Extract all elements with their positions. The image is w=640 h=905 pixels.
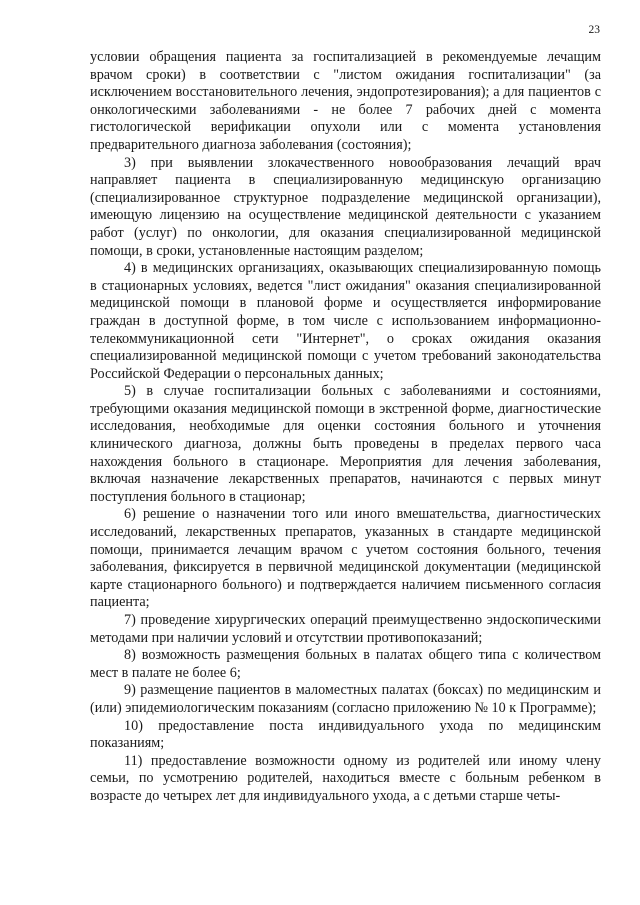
paragraph-item-5: 5) в случае госпитализации больных с заболеваниями и состояниями, требующими оказания медицинской помощи в экстренной форме, диагностические исследования, необходимые для оценки состояния больного и уточнения клинического диагноза, должны быть проведены в пределах первого часа нахождения больного в стационаре. Мероприятия для лечения заболевания, включая назначение лекарственных препаратов, начинаются с первых минут поступления больного в стационар; bbox=[90, 383, 601, 505]
paragraph-item-8: 8) возможность размещения больных в палатах общего типа с количеством мест в палате не более 6; bbox=[90, 647, 601, 681]
paragraph-item-10: 10) предоставление поста индивидуального ухода по медицинским показаниям; bbox=[90, 717, 601, 752]
paragraph-item-7: 7) проведение хирургических операций преимущественно эндоскопическими методами при наличии условий и отсутствии противопоказаний; bbox=[90, 612, 601, 646]
paragraph-item-11: 11) предоставление возможности одному из родителей или иному члену семьи, по усмотрению родителей, находиться вместе с больным ребенком в возрасте до четырех лет для индивидуального ухода, а с детьми старше четы- bbox=[90, 752, 601, 804]
paragraph-continuation: условии обращения пациента за госпитализацией в рекомендуемые лечащим врачом сроки) в соответствии с "листом ожидания госпитализации" (за исключением восстановительного лечения, эндопротезирования); а для пациентов с онкологическими заболеваниями - не более 7 рабочих дней с момента гистологической верификации опухоли или с момента установления предварительного диагноза заболевания (состояния); bbox=[90, 49, 601, 153]
page-number: 23 bbox=[588, 24, 600, 36]
paragraph-item-3: 3) при выявлении злокачественного новообразования лечащий врач направляет пациента в специализированную медицинскую организацию (специализированное структурное подразделение медицинской организации), имеющую лицензию на осуществление медицинской деятельности с указанием работ (услуг) по онкологии, для оказания специализированной медицинской помощи, в сроки, установленные настоящим разделом; bbox=[90, 154, 601, 259]
document-body bbox=[90, 49, 601, 806]
paragraph-item-9: 9) размещение пациентов в маломестных палатах (боксах) по медицинским и (или) эпидемиологическим показаниям (согласно приложению № 10 к Программе); bbox=[90, 682, 601, 716]
paragraph-item-6: 6) решение о назначении того или иного вмешательства, диагностических исследований, лекарственных препаратов, указанных в стандарте медицинской помощи, принимается лечащим врачом с учетом состояния больного, течения заболевания, фиксируется в первичной медицинской документации (медицинской карте стационарного больного) и подтверждается наличием письменного согласия пациента; bbox=[90, 506, 601, 611]
paragraph-item-4: 4) в медицинских организациях, оказывающих специализированную помощь в стационарных условиях, ведется "лист ожидания" оказания специализированной медицинской помощи в плановой форме и осуществляется информирование граждан в доступной форме, в том числе с использованием информационно-телекоммуникационной сети "Интернет", о сроках ожидания оказания специализированной медицинской помощи с учетом требований законодательства Российской Федерации о персональных данных; bbox=[90, 260, 601, 382]
